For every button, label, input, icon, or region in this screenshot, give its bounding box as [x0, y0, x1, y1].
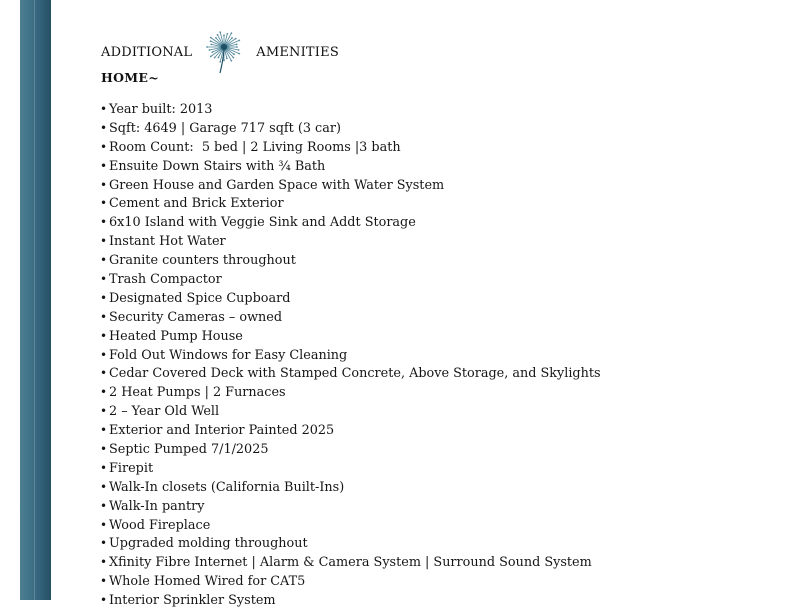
list-item-text: Whole Homed Wired for CAT5	[109, 574, 306, 590]
bullet-icon: •	[100, 536, 108, 551]
list-item	[100, 364, 601, 383]
list-item	[100, 157, 601, 176]
list-item-text: 6x10 Island with Veggie Sink and Addt Storage	[109, 215, 416, 231]
section-heading: HOME~	[101, 70, 160, 85]
list-item-text: 2 – Year Old Well	[109, 404, 220, 420]
list-item-text: Septic Pumped 7/1/2025	[109, 442, 269, 458]
bullet-icon: •	[100, 347, 108, 362]
bullet-icon: •	[100, 272, 108, 287]
bullet-icon: •	[100, 177, 108, 192]
list-item-text: Cedar Covered Deck with Stamped Concrete, Above Storage, and Skylights	[109, 366, 601, 382]
amenity-list	[100, 100, 601, 610]
bullet-icon: •	[100, 196, 108, 211]
bullet-icon: •	[100, 460, 108, 475]
list-item-text: Room Count: 5 bed | 2 Living Rooms |3 bath	[109, 139, 401, 155]
header-right-word: AMENITIES	[256, 44, 339, 60]
bullet-icon: •	[100, 423, 108, 438]
bullet-icon: •	[100, 366, 108, 381]
list-item	[100, 251, 601, 270]
bullet-icon: •	[100, 215, 108, 230]
bullet-icon: •	[100, 385, 108, 400]
list-item-text: Ensuite Down Stairs with ¾ Bath	[109, 158, 326, 174]
list-item-text: Instant Hot Water	[109, 234, 226, 250]
list-item-text: Year built: 2013	[109, 102, 213, 117]
bullet-icon: •	[100, 442, 108, 457]
list-item-text: 2 Heat Pumps | 2 Furnaces	[109, 385, 286, 401]
list-item-text: Trash Compactor	[109, 272, 222, 288]
decorative-side-bar	[20, 0, 51, 600]
bullet-icon: •	[100, 253, 108, 268]
bullet-icon: •	[100, 120, 108, 135]
list-item	[100, 591, 601, 610]
bullet-icon: •	[100, 139, 108, 154]
bullet-icon: •	[100, 555, 108, 570]
bullet-icon: •	[100, 234, 108, 249]
list-item	[100, 270, 601, 289]
list-item	[100, 478, 601, 497]
header-left-word: ADDITIONAL	[101, 44, 193, 60]
list-item-text: Designated Spice Cupboard	[109, 290, 291, 306]
list-item	[100, 194, 601, 213]
list-item	[100, 402, 601, 421]
list-item	[100, 327, 601, 346]
bullet-icon: •	[100, 404, 108, 419]
side-bar-sheen	[34, 0, 35, 600]
list-item-text: Fold Out Windows for Easy Cleaning	[109, 347, 348, 363]
bullet-icon: •	[100, 309, 108, 324]
list-item	[100, 572, 601, 591]
list-item	[100, 138, 601, 157]
bullet-icon: •	[100, 290, 108, 305]
list-item	[100, 553, 601, 572]
bullet-icon: •	[100, 479, 108, 494]
list-item-text: Exterior and Interior Painted 2025	[109, 423, 335, 439]
left-margin	[0, 0, 20, 600]
list-item	[100, 421, 601, 440]
list-item-text: Heated Pump House	[109, 328, 243, 344]
bullet-icon: •	[100, 158, 108, 173]
bullet-icon: •	[100, 593, 108, 608]
dandelion-seed-icon	[202, 30, 248, 74]
list-item-text: Upgraded molding throughout	[109, 536, 308, 552]
list-item-text: Firepit	[109, 460, 154, 476]
list-item-text: Walk-In pantry	[109, 498, 205, 514]
list-item-text: Cement and Brick Exterior	[109, 196, 284, 212]
bullet-icon: •	[100, 574, 108, 589]
list-item	[100, 459, 601, 478]
list-item	[100, 534, 601, 553]
list-item	[100, 497, 601, 516]
list-item	[100, 213, 601, 232]
list-item	[100, 232, 601, 251]
list-item	[100, 119, 601, 138]
list-item-text: Security Cameras – owned	[109, 309, 283, 325]
list-item-text: Granite counters throughout	[109, 253, 296, 269]
list-item-text: Green House and Garden Space with Water System	[109, 177, 445, 193]
list-item	[100, 176, 601, 195]
list-item-text: Walk-In closets (California Built-Ins)	[109, 479, 345, 495]
list-item	[100, 440, 601, 459]
list-item-text: Interior Sprinkler System	[109, 593, 276, 609]
document-header	[101, 30, 339, 74]
list-item-text: Xfinity Fibre Internet | Alarm & Camera System | Surround Sound System	[109, 555, 592, 571]
list-item	[100, 100, 601, 119]
list-item	[100, 383, 601, 402]
list-item	[100, 346, 601, 365]
bullet-icon: •	[100, 328, 108, 343]
bullet-icon: •	[100, 498, 108, 513]
list-item	[100, 308, 601, 327]
bullet-icon: •	[100, 517, 108, 532]
list-item-text: Wood Fireplace	[109, 517, 211, 533]
bullet-icon: •	[100, 102, 108, 116]
list-item	[100, 516, 601, 535]
list-item	[100, 289, 601, 308]
list-item-text: Sqft: 4649 | Garage 717 sqft (3 car)	[109, 120, 341, 136]
